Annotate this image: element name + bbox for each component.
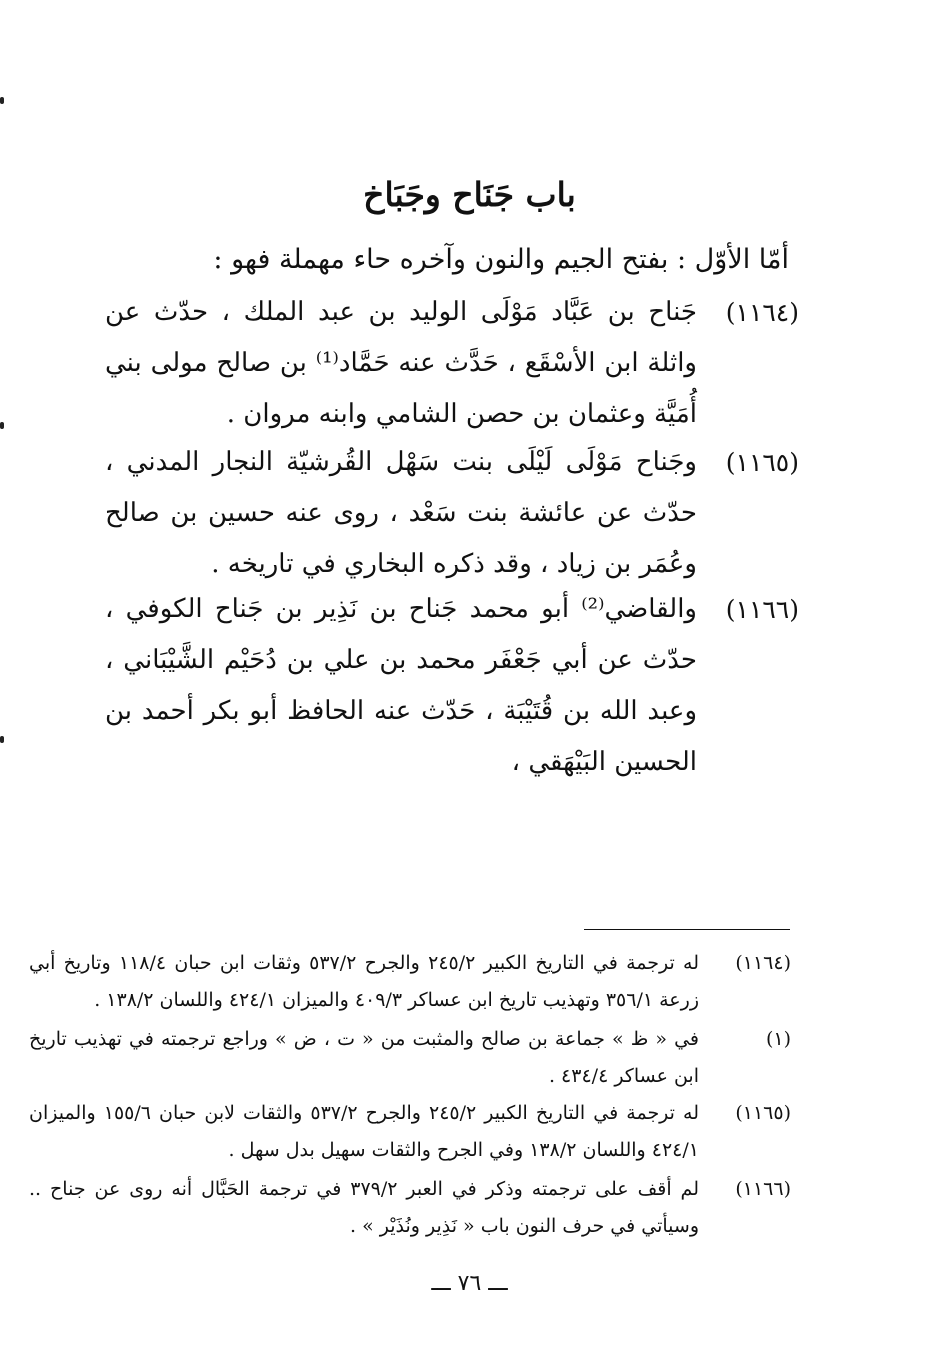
- scan-edge-mark: [0, 422, 4, 429]
- entry-text: جَناح بن عَبَّاد مَوْلَى الوليد بن عبد الملك ، حدّث عن واثلة ابن الأسْقَع ، حَدَّث عنه حَمَّاد⁽¹⁾ بن صالح مولى بني أُمَيَّة وعثمان بن حصن الشامي وابنه مروان .: [105, 297, 697, 429]
- footnote-number: (١): [765, 1028, 791, 1050]
- entry-number: (١١٦٥): [725, 448, 799, 477]
- scan-edge-mark: [0, 736, 4, 743]
- chapter-title: باب جَنَاح وجَبَاخ: [363, 175, 576, 214]
- scan-edge-mark: [0, 97, 4, 104]
- entry-text: والقاضي⁽²⁾ أبو محمد جَناح بن نَذِير بن جَناح الكوفي ، حدّث عن أبي جَعْفَر محمد بن علي بن دُحَيْم الشَّيْبَاني ، وعبد الله بن قُتَيْبَة ، حَدّث عنه الحافظ أبو بكر أحمد بن الحسين البَيْهَقي ،: [105, 594, 697, 777]
- footnote-number: (١١٦٤): [735, 952, 791, 974]
- entry-number: (١١٦٦): [725, 595, 799, 624]
- page-number: ـــ ٧٦ ـــ: [431, 1271, 508, 1296]
- footnote-text: في « ظ » جماعة بن صالح والمثبت من « ت ، ض » وراجع ترجمته في تهذيب تاريخ ابن عساكر ٤٣٤/٤ .: [29, 1028, 700, 1087]
- intro-line: أمّا الأوّل : بفتح الجيم والنون وآخره حاء مهملة فهو :: [213, 244, 789, 275]
- footnote-separator: [584, 929, 790, 930]
- footnote-number: (١١٦٦): [735, 1178, 791, 1200]
- footnote-text: له ترجمة في التاريخ الكبير ٢٤٥/٢ والجرح ٥٣٧/٢ والثقات لابن حبان ١٥٥/٦ والميزان ٤٢٤/١ واللسان ١٣٨/٢ وفي الجرح والثقات سهيل بدل سهل .: [29, 1102, 700, 1161]
- entry-text: وجَناح مَوْلَى لَيْلَى بنت سَهْل القُرشيّة النجار المدني ، حدّث عن عائشة بنت سَعْد ، روى عنه حسين بن صالح وعُمَر بن زياد ، وقد ذكره البخاري في تاريخه .: [105, 447, 697, 579]
- footnote-text: لم أقف على ترجمته وذكر في العبر ٣٧٩/٢ في ترجمة الحَبَّال أنه روى عن جناح .. وسيأتي في حرف النون باب « نَذِير ونُذَيْر » .: [29, 1178, 699, 1237]
- entry-number: (١١٦٤): [725, 298, 799, 327]
- footnote-number: (١١٦٥): [735, 1102, 791, 1124]
- footnote-text: له ترجمة في التاريخ الكبير ٢٤٥/٢ والجرح ٥٣٧/٢ وثقات ابن حبان ١١٨/٤ وتاريخ أبي زرعة ٣٥٦/١ وتهذيب تاريخ ابن عساكر ٤٠٩/٣ والميزان ٤٢٤/١ واللسان ١٣٨/٢ .: [29, 952, 700, 1011]
